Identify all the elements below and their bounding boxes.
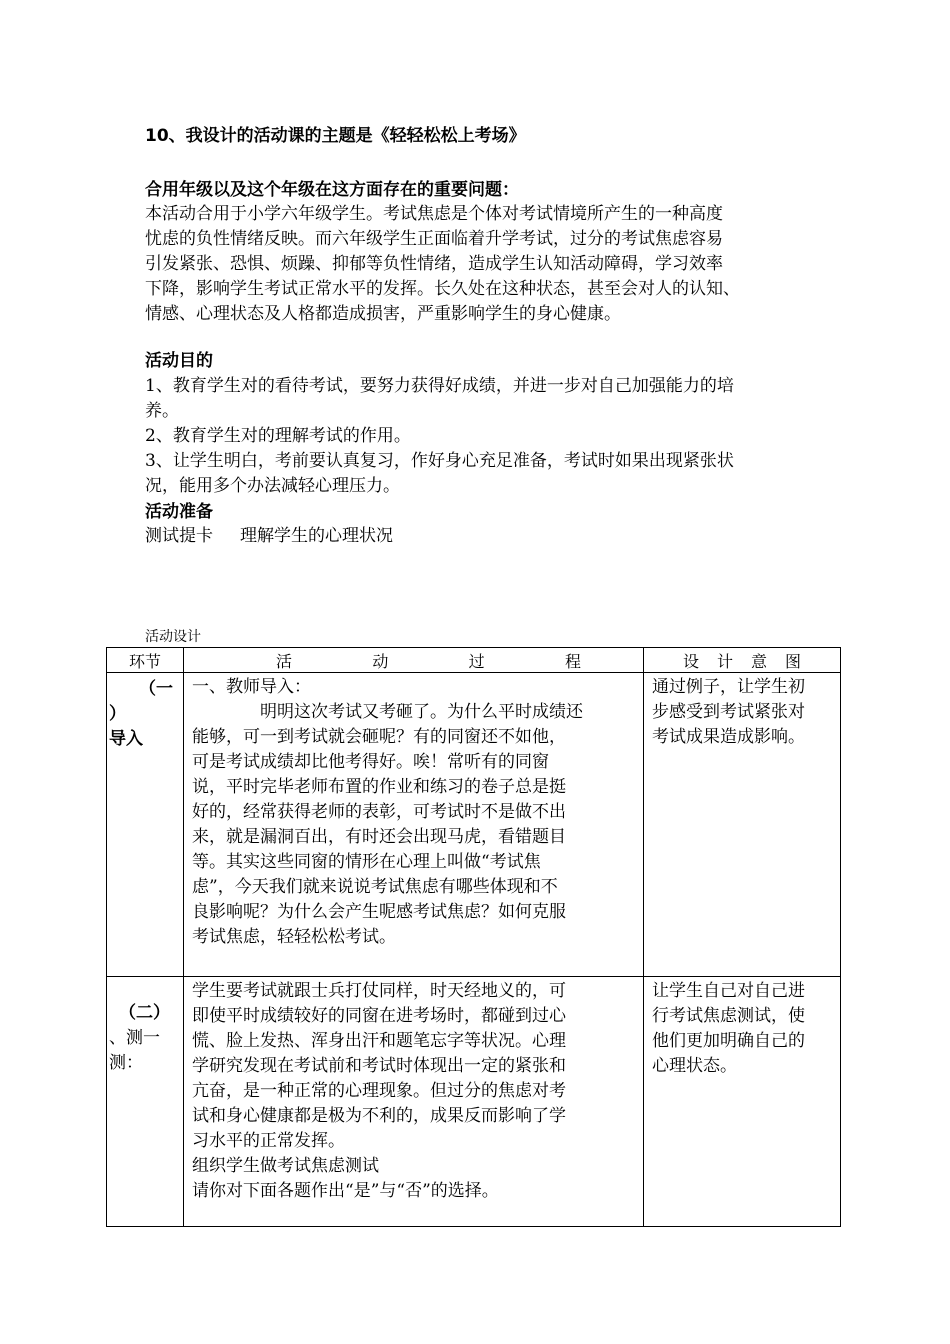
prep-heading: 活动准备	[145, 502, 213, 522]
process-line: 习水平的正常发挥。	[192, 1131, 345, 1151]
process-cell	[184, 673, 644, 977]
process-line: 试和身心健康都是极为不利的，成果反而影响了学	[192, 1106, 566, 1126]
process-line: 即使平时成绩较好的同窗在进考场时，都碰到过心	[192, 1006, 566, 1026]
table-header-row	[107, 648, 841, 673]
goal-line: 1、教育学生对的看待考试，要努力获得好成绩，并进一步对自己加强能力的培	[145, 376, 734, 396]
grade-heading: 合用年级以及这个年级在这方面存在的重要问题：	[145, 180, 519, 200]
process-line: 一、教师导入：	[192, 677, 311, 697]
header-intent-char: 意	[751, 651, 768, 671]
goal-line: 况，能用多个办法减轻心理压力。	[145, 476, 400, 496]
goal-line: 3、让学生明白，考前要认真复习，作好身心充足准备，考试时如果出现紧张状	[145, 451, 734, 471]
header-process-char: 过	[468, 651, 485, 671]
process-line: 亢奋，是一种正常的心理现象。但过分的焦虑对考	[192, 1081, 566, 1101]
goal-list	[145, 374, 845, 499]
stage-line: ）	[109, 704, 126, 724]
process-line: 能够，可一到考试就会砸呢？有的同窗还不如他，	[192, 727, 566, 747]
paragraph-line: 引发紧张、恐惧、烦躁、抑郁等负性情绪，造成学生认知活动障碍，学习效率	[145, 254, 723, 274]
paragraph-line: 忧虑的负性情绪反映。而六年级学生正面临着升学考试，过分的考试焦虑容易	[145, 229, 723, 249]
goal-line: 2、教育学生对的理解考试的作用。	[145, 426, 411, 446]
process-line: 请你对下面各题作出“是”与“否”的选择。	[192, 1181, 499, 1201]
stage-line: （二）	[119, 1003, 170, 1023]
header-process-char: 程	[564, 651, 581, 671]
header-intent	[644, 648, 841, 673]
process-cell	[184, 977, 644, 1227]
process-line: 明明这次考试又考砸了。为什么平时成绩还	[260, 702, 583, 722]
process-line: 等。其实这些同窗的情形在心理上叫做“考试焦	[192, 852, 541, 872]
intent-line: 让学生自己对自己进	[652, 981, 805, 1001]
stage-cell	[107, 977, 184, 1227]
process-line: 好的，经常获得老师的表彰，可考试时不是做不出	[192, 802, 566, 822]
process-line: 说，平时完毕老师布置的作业和练习的卷子总是挺	[192, 777, 566, 797]
process-line: 慌、脸上发热、浑身出汗和题笔忘字等状况。心理	[192, 1031, 566, 1051]
intent-cell	[644, 977, 841, 1227]
paragraph-line: 本活动合用于小学六年级学生。考试焦虑是个体对考试情境所产生的一种高度	[145, 204, 723, 224]
paragraph-line: 下降，影响学生考试正常水平的发挥。长久处在这种状态，甚至会对人的认知、	[145, 279, 740, 299]
stage-line: 、测一	[109, 1028, 160, 1048]
process-line: 虑”，今天我们就来说说考试焦虑有哪些体现和不	[192, 877, 558, 897]
header-process-char: 活	[276, 651, 293, 671]
prep-text: 测试提卡 理解学生的心理状况	[145, 526, 394, 546]
process-line: 可是考试成绩却比他考得好。唉！常听有的同窗	[192, 752, 549, 772]
intent-line: 心理状态。	[652, 1056, 737, 1076]
document-title: 10、我设计的活动课的主题是《轻轻松松上考场》	[145, 126, 526, 146]
header-process	[184, 648, 644, 673]
paragraph-line: 情感、心理状态及人格都造成损害，严重影响学生的身心健康。	[145, 304, 621, 324]
stage-line: （一	[139, 679, 173, 699]
process-line: 组织学生做考试焦虑测试	[192, 1156, 379, 1176]
header-intent-char: 图	[785, 651, 802, 671]
stage-line: 导入	[109, 729, 143, 749]
header-intent-char: 设	[682, 651, 699, 671]
header-process-char: 动	[372, 651, 389, 671]
process-line: 良影响呢？为什么会产生呢感考试焦虑？如何克服	[192, 902, 566, 922]
goal-line: 养。	[145, 401, 179, 421]
process-line: 学研究发现在考试前和考试时体现出一定的紧张和	[192, 1056, 566, 1076]
intent-line: 他们更加明确自己的	[652, 1031, 805, 1051]
table-caption: 活动设计	[145, 629, 201, 645]
intent-line: 通过例子，让学生初	[652, 677, 805, 697]
header-stage: 环节	[107, 648, 184, 673]
stage-line: 测：	[109, 1053, 143, 1073]
process-line: 考试焦虑，轻轻松松考试。	[192, 927, 396, 947]
table-row	[107, 977, 841, 1227]
header-intent-char: 计	[716, 651, 733, 671]
intent-cell	[644, 673, 841, 977]
process-line: 来，就是漏洞百出，有时还会出现马虎，看错题目	[192, 827, 566, 847]
grade-paragraph	[145, 202, 835, 327]
intent-line: 步感受到考试紧张对	[652, 702, 805, 722]
stage-cell	[107, 673, 184, 977]
activity-table	[106, 647, 841, 1227]
intent-line: 考试成果造成影响。	[652, 727, 805, 747]
goal-heading: 活动目的	[145, 351, 213, 371]
table-row	[107, 673, 841, 977]
process-line: 学生要考试就跟士兵打仗同样，时天经地义的，可	[192, 981, 566, 1001]
intent-line: 行考试焦虑测试，使	[652, 1006, 805, 1026]
